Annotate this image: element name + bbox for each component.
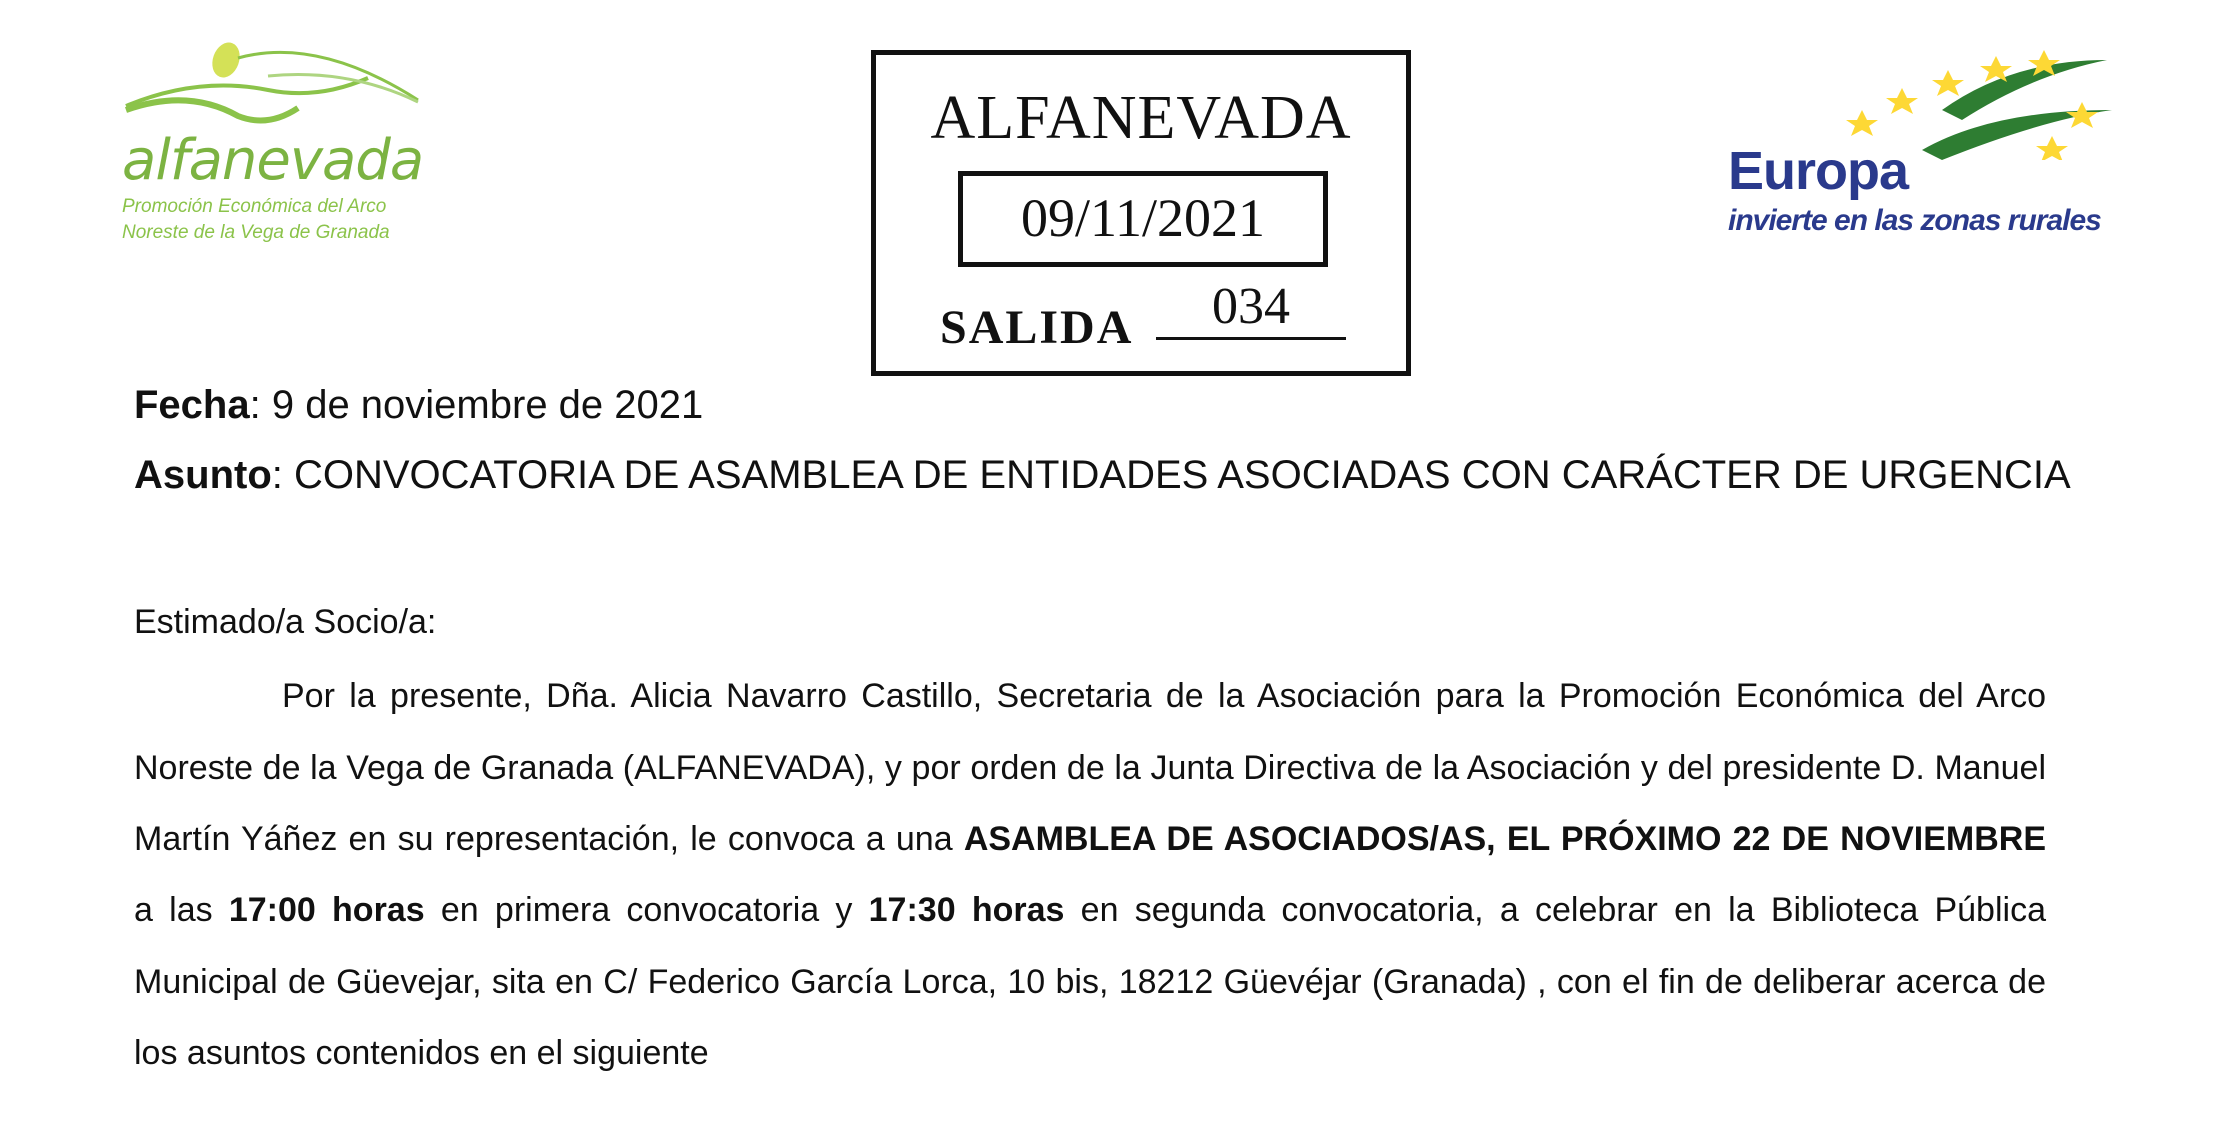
stamp-salida-label: SALIDA <box>940 301 1134 354</box>
body-line-5: Municipal de Güevejar, sita en C/ Federico García Lorca, 10 bis, 18212 Güevéjar (Granada) , con el fin de deliberar acerca de <box>134 963 2046 1001</box>
body-line-4-text-a: a las <box>134 891 229 929</box>
stamp-date: 09/11/2021 <box>958 171 1328 267</box>
alfanevada-brand: alfanevada <box>122 128 424 193</box>
stamp-title: ALFANEVADA <box>930 84 1352 152</box>
alfanevada-emblem-icon <box>118 28 438 138</box>
body-line-4 <box>134 891 2046 930</box>
body-line-4-text-e: en segunda convocatoria, a celebrar en la Biblioteca Pública <box>1064 891 2046 929</box>
fecha-label: Fecha <box>134 383 250 427</box>
stamp-number: 034 <box>1156 277 1346 340</box>
asunto-label: Asunto <box>134 453 272 497</box>
europa-text: Europa <box>1728 141 1909 201</box>
body-line-6: los asuntos contenidos en el siguiente <box>134 1034 709 1072</box>
first-call-time: 17:00 horas <box>228 891 425 929</box>
body-line-1: Por la presente, Dña. Alicia Navarro Castillo, Secretaria de la Asociación para la Promoción Económica del Arco <box>282 677 2046 715</box>
registry-stamp <box>871 50 1411 376</box>
body-line-4-text-c: en primera convocatoria y <box>424 891 869 929</box>
fecha-value: : 9 de noviembre de 2021 <box>249 383 704 427</box>
body-line-3-text: Martín Yáñez en su representación, le convoca a una <box>134 820 964 858</box>
second-call-time: 17:30 horas <box>868 891 1065 929</box>
alfanevada-tagline-1: Promoción Económica del Arco <box>122 196 387 217</box>
alfanevada-logo <box>118 28 438 258</box>
alfanevada-tagline-2: Noreste de la Vega de Granada <box>122 222 390 243</box>
europa-slogan: invierte en las zonas rurales <box>1728 204 2101 237</box>
fecha-line <box>134 383 703 428</box>
asunto-value: : CONVOCATORIA DE ASAMBLEA DE ENTIDADES ASOCIADAS CON CARÁCTER DE URGENCIA <box>271 453 2071 497</box>
europa-logo <box>1712 40 2132 250</box>
body-line-3-bold: ASAMBLEA DE ASOCIADOS/AS, EL PRÓXIMO 22 DE NOVIEMBRE <box>963 820 2046 858</box>
body-line-3 <box>134 820 2046 859</box>
body-line-2: Noreste de la Vega de Granada (ALFANEVADA), y por orden de la Junta Directiva de la Asociación y del presidente D. Manuel <box>134 749 2046 787</box>
asunto-line <box>134 453 2071 498</box>
greeting: Estimado/a Socio/a: <box>134 603 437 641</box>
